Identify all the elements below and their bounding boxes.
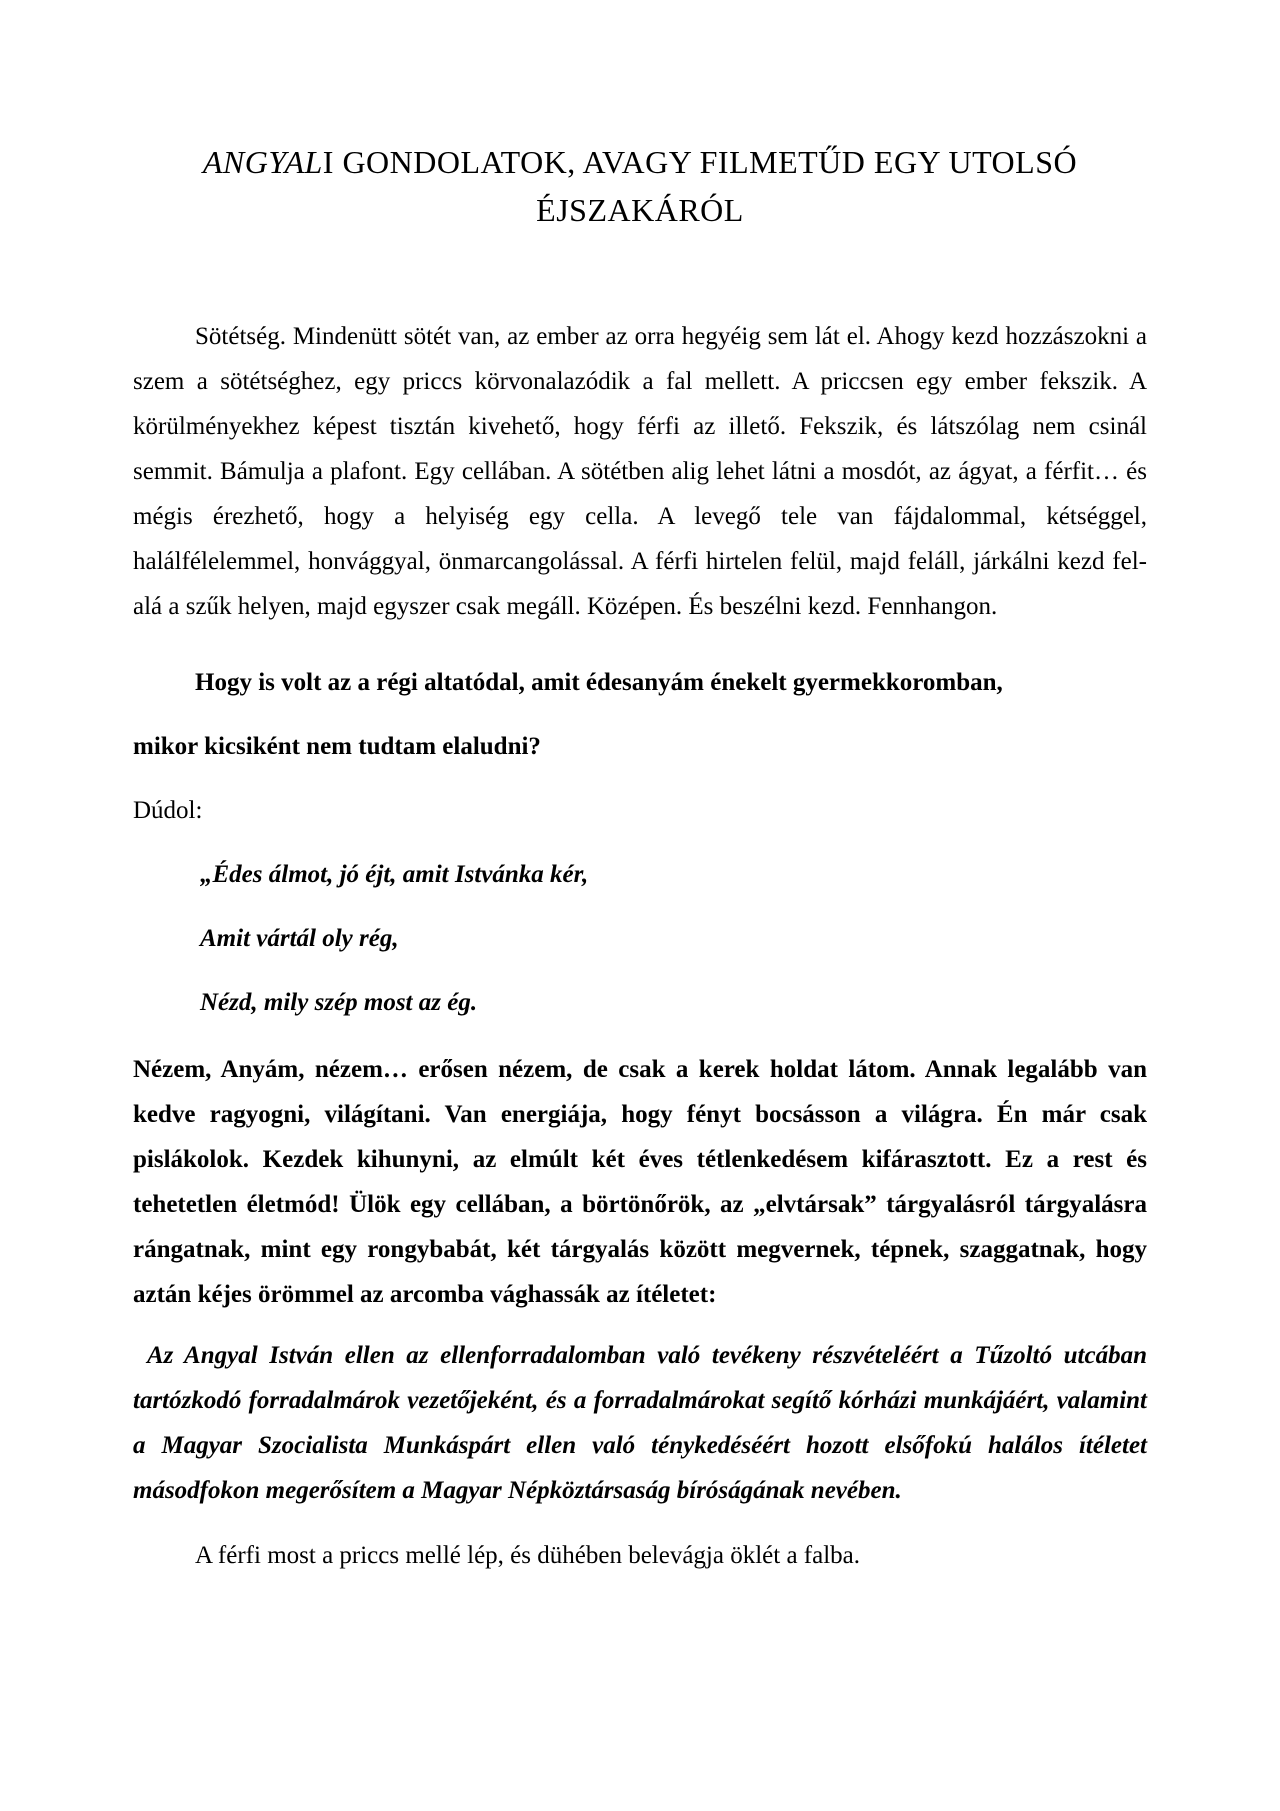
verdict-paragraph: Az Angyal István ellen az ellenforradalomban való tevékeny részvételéért a Tűzoltó utcában tartózkodó forradalmárok vezetőjeként, és a forradalmárokat segítő kórházi munkájáért, valamint a Magyar Szocialista Munkáspárt ellen való ténykedéséért hozott elsőfokú halálos ítéletet másodfokon megerősítem a Magyar Népköztársaság bíróságának nevében. [133, 1342, 1147, 1504]
lullaby-verse [133, 843, 1147, 1035]
lullaby-line-1: „Édes álmot, jó éjt, amit Istvánka kér, [200, 861, 589, 888]
spoken-question-line-2: mikor kicsiként nem tudtam elaludni? [133, 733, 541, 760]
title-italic-part: ANGYAL [202, 144, 323, 180]
monologue-paragraph: Nézem, Anyám, nézem… erősen nézem, de csak a kerek holdat látom. Annak legalább van kedve ragyogni, világítani. Van energiája, hogy fényt bocsásson a világra. Én már csak pislákolok. Kezdek kihunyni, az elmúlt két éves tétlenkedésem kifárasztott. Ez a rest és tehetetlen életmód! Ülök egy cellában, a börtönőrök, az „elvtársak” tárgyalásról tárgyalásra rángatnak, mint egy rongybabát, két tárgyalás között megvernek, tépnek, szaggatnak, hogy aztán kéjes örömmel az arcomba vághassák az ítéletet: [133, 1056, 1147, 1308]
narration-opening-paragraph: Sötétség. Mindenütt sötét van, az ember az orra hegyéig sem lát el. Ahogy kezd hozzászokni a szem a sötétséghez, egy priccs körvonalazódik a fal mellett. A priccsen egy ember fekszik. A körülményekhez képest tisztán kivehető, hogy férfi az illető. Fekszik, és látszólag nem csinál semmit. Bámulja a plafont. Egy cellában. A sötétben alig lehet látni a mosdót, az ágyat, a férfit… és mégis érezhető, hogy a helyiség egy cella. A levegő tele van fájdalommal, kétséggel, halálfélelemmel, honvággyal, önmarcangolással. A férfi hirtelen felül, majd feláll, járkálni kezd fel-alá a szűk helyen, majd egyszer csak megáll. Középen. És beszélni kezd. Fennhangon. [133, 323, 1147, 620]
narration-closing-paragraph: A férfi most a priccs mellé lép, és dühében belevágja öklét a falba. [195, 1542, 861, 1569]
lullaby-line-2: Amit vártál oly rég, [200, 925, 399, 952]
spoken-question-line-1: Hogy is volt az a régi altatódal, amit édesanyám énekelt gyermekkoromban, [195, 669, 1003, 696]
spoken-question-paragraph [133, 651, 1147, 779]
title-line-1-rest: I GONDOLATOK, AVAGY FILMETŰD EGY UTOLSÓ [322, 144, 1078, 180]
lullaby-line-3: Nézd, mily szép most az ég. [200, 989, 478, 1016]
title-line-2: ÉJSZAKÁRÓL [536, 192, 744, 228]
stage-cue: Dúdol: [133, 797, 203, 824]
title-line-1 [133, 138, 1147, 186]
document-title [133, 138, 1147, 234]
